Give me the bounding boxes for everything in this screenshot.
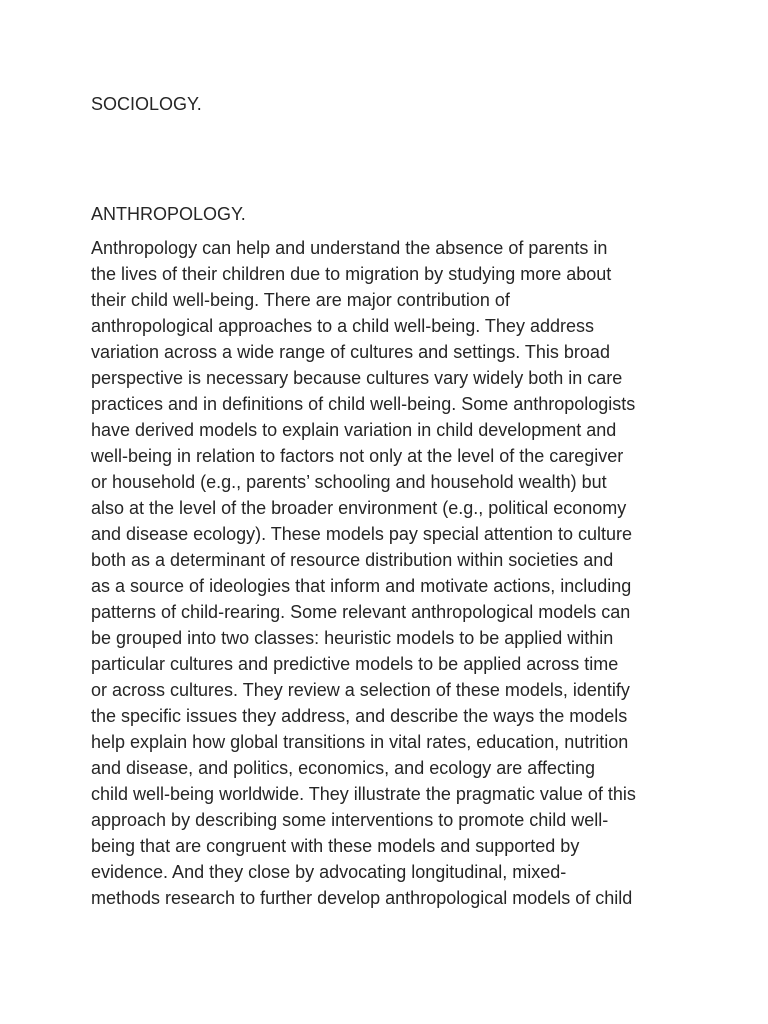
paragraph-line: or across cultures. They review a selection of these models, identify: [91, 680, 630, 700]
paragraph-line: perspective is necessary because cultures vary widely both in care: [91, 368, 623, 388]
section-heading-sociology: SOCIOLOGY.: [91, 94, 202, 114]
paragraph-line: or household (e.g., parents’ schooling and household wealth) but: [91, 472, 607, 492]
anthropology-paragraph: [91, 235, 691, 911]
paragraph-line: also at the level of the broader environment (e.g., political economy: [91, 498, 627, 518]
paragraph-line: their child well-being. There are major contribution of: [91, 290, 510, 310]
paragraph-line: and disease ecology). These models pay special attention to culture: [91, 524, 632, 544]
paragraph-line: well-being in relation to factors not only at the level of the caregiver: [91, 446, 624, 466]
paragraph-line: anthropological approaches to a child well-being. They address: [91, 316, 594, 336]
paragraph-line: child well-being worldwide. They illustrate the pragmatic value of this: [91, 784, 636, 804]
paragraph-line: and disease, and politics, economics, and ecology are affecting: [91, 758, 595, 778]
paragraph-line: the specific issues they address, and describe the ways the models: [91, 706, 628, 726]
paragraph-line: variation across a wide range of cultures and settings. This broad: [91, 342, 610, 362]
paragraph-line: be grouped into two classes: heuristic models to be applied within: [91, 628, 614, 648]
paragraph-line: patterns of child-rearing. Some relevant anthropological models can: [91, 602, 631, 622]
paragraph-line: practices and in definitions of child well-being. Some anthropologists: [91, 394, 636, 414]
paragraph-line: help explain how global transitions in vital rates, education, nutrition: [91, 732, 629, 752]
paragraph-line: being that are congruent with these models and supported by: [91, 836, 580, 856]
paragraph-line: evidence. And they close by advocating longitudinal, mixed-: [91, 862, 567, 882]
paragraph-line: approach by describing some interventions to promote child well-: [91, 810, 609, 830]
paragraph-line: as a source of ideologies that inform and motivate actions, including: [91, 576, 632, 596]
paragraph-line: particular cultures and predictive models to be applied across time: [91, 654, 619, 674]
paragraph-line: Anthropology can help and understand the absence of parents in: [91, 238, 608, 258]
paragraph-line: have derived models to explain variation in child development and: [91, 420, 617, 440]
paragraph-line: methods research to further develop anthropological models of child: [91, 888, 633, 908]
paragraph-line: both as a determinant of resource distribution within societies and: [91, 550, 614, 570]
paragraph-line: the lives of their children due to migration by studying more about: [91, 264, 612, 284]
section-heading-anthropology: ANTHROPOLOGY.: [91, 204, 246, 224]
